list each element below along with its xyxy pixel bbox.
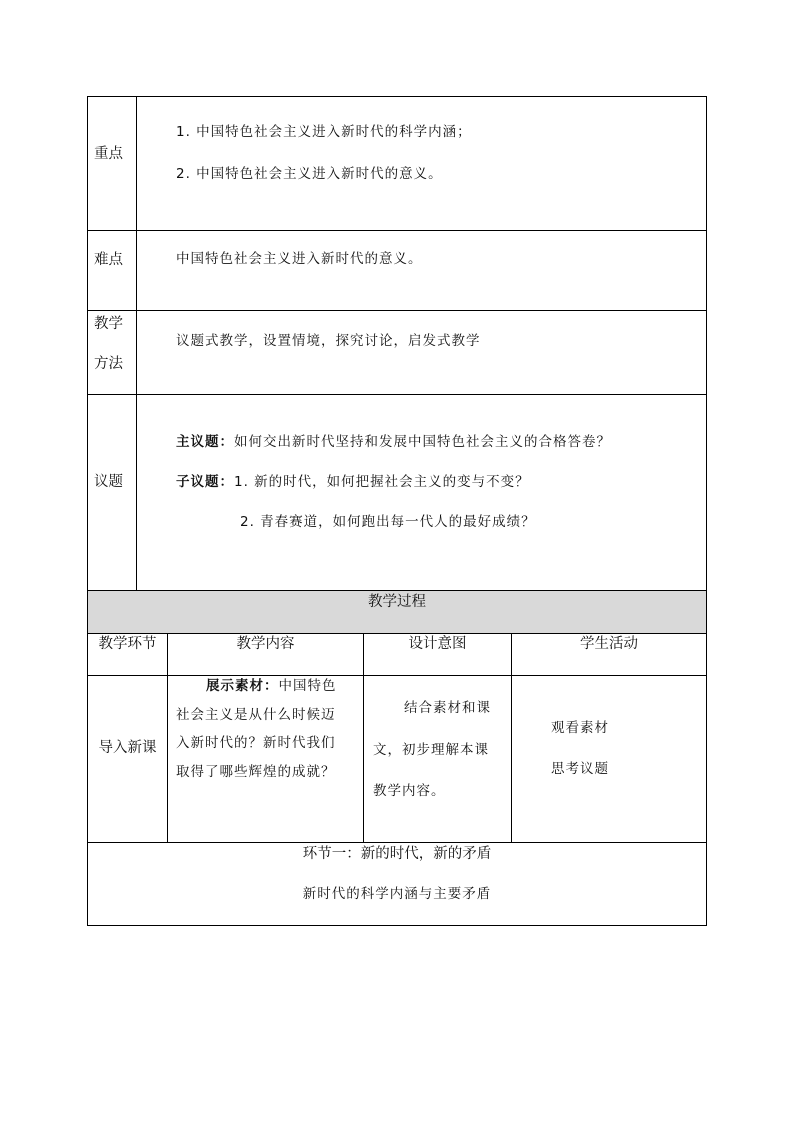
intro-intent-line-1: 结合素材和课 — [404, 700, 491, 716]
intro-content-line-3: 入新时代的？新时代我们 — [176, 735, 336, 751]
section1-subtitle: 新时代的科学内涵与主要矛盾 — [302, 886, 492, 902]
intro-content-line-4: 取得了哪些辉煌的成就？ — [176, 764, 336, 780]
intro-intent-line-2: 文，初步理解本课 — [373, 742, 489, 758]
sub-topic-2: 2. 青春赛道，如何跑出每一代人的最好成绩？ — [240, 514, 536, 530]
method-label-line2: 方法 — [94, 356, 123, 372]
intro-content-line-1: 展示素材：中国特色 — [206, 678, 337, 694]
header-activity: 学生活动 — [580, 636, 638, 652]
method-label-line1: 教学 — [94, 316, 123, 332]
focus-label: 重点 — [94, 146, 123, 162]
main-topic — [176, 436, 611, 450]
intro-activity-line-2: 思考议题 — [551, 761, 609, 777]
intro-stage: 导入新课 — [98, 740, 157, 756]
method-text: 议题式教学，设置情境，探究讨论，启发式教学 — [176, 333, 481, 349]
header-stage: 教学环节 — [98, 636, 157, 652]
main-topic-text: 如何交出新时代坚持和发展中国特色社会主义的合格答卷？ — [234, 434, 611, 450]
intro-activity-line-1: 观看素材 — [551, 720, 609, 736]
difficulty-label: 难点 — [94, 252, 123, 268]
main-topic-prefix: 主议题： — [176, 434, 234, 450]
intro-content-prefix: 展示素材： — [206, 678, 279, 694]
focus-item-1: 1. 中国特色社会主义进入新时代的科学内涵； — [176, 124, 472, 140]
sub-topic-1-text: 1. 新的时代，如何把握社会主义的变与不变？ — [234, 474, 530, 490]
focus-item-2: 2. 中国特色社会主义进入新时代的意义。 — [176, 166, 443, 182]
process-title: 教学过程 — [368, 594, 426, 610]
topics-label: 议题 — [94, 474, 123, 490]
header-content: 教学内容 — [236, 636, 295, 652]
difficulty-text: 中国特色社会主义进入新时代的意义。 — [176, 251, 423, 267]
sub-topic-1 — [176, 476, 530, 490]
intro-intent-line-3: 教学内容。 — [373, 783, 446, 799]
intro-content-line-2: 社会主义是从什么时候迈 — [176, 707, 336, 723]
header-intent: 设计意图 — [408, 636, 467, 652]
sub-topic-prefix: 子议题： — [176, 474, 234, 490]
section1-title: 环节一：新的时代，新的矛盾 — [302, 846, 492, 862]
